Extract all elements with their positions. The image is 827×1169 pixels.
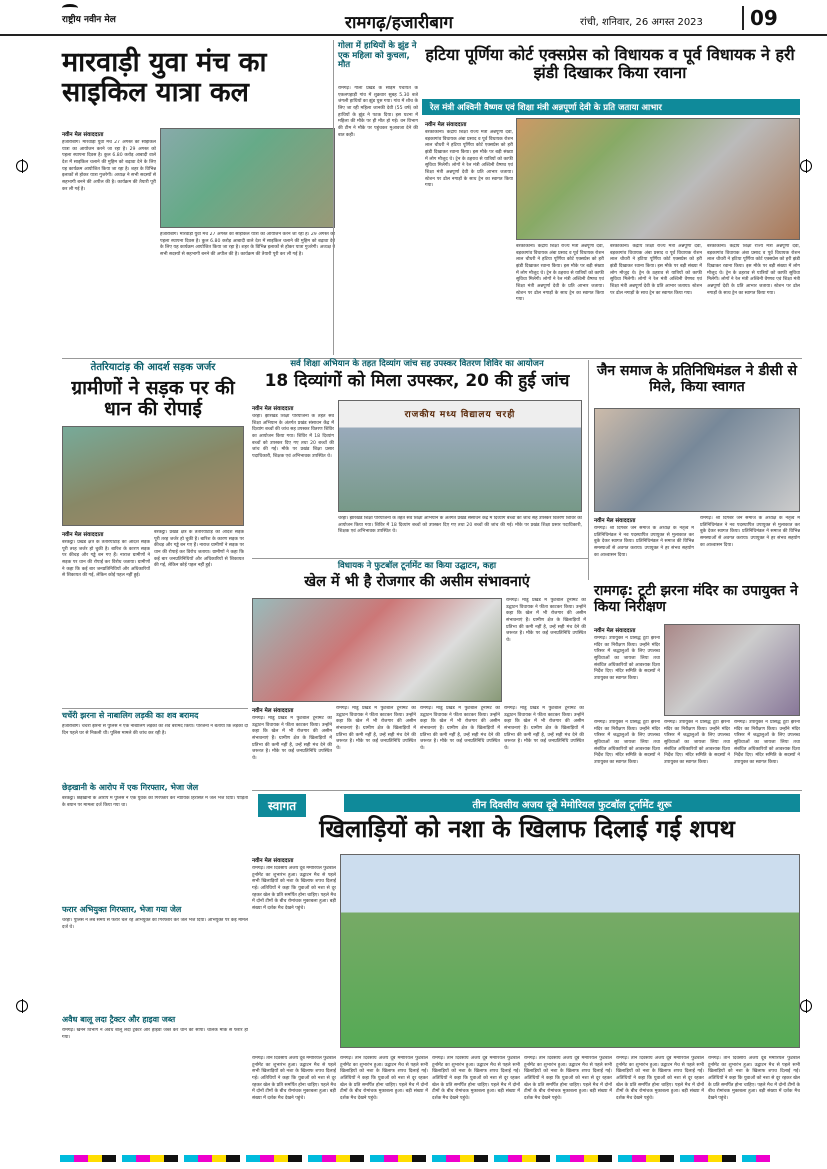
- drugs-body-cont: रामगढ़। तीन दिवसीय अजय दूबे मेमोरियल फुटबॉल टूर्नामेंट का शुभारंभ हुआ। उद्घाटन मैच से पहले सभी खिलाड़ियों को नशा के खिलाफ शपथ दिलाई गई। अतिथियों ने कहा कि युवाओं को नशा से दूर रहकर खेल के प्रति समर्पित होना चाहिए। पहले मैच में दोनों टीमों के बीच रोमांचक मुकाबला हुआ। बड़ी संख्या में दर्शक मैच देखने पहुंचे।: [252, 1056, 336, 1101]
- football-byline: नवीन मेल संवाददाता: [252, 708, 294, 714]
- brief1-body: हजारीबाग। चर्चेरी झरना से पुलिस ने एक नाबालिग लड़की का शव बरामद किया। परिजनों ने बताया कि लड़की दो दिन पहले घर से निकली थी। पुलिस मामले की जांच कर रही है।: [62, 724, 248, 736]
- brief3-headline: फरार अभियुक्त गिरफ्तार, भेजा गया जेल: [62, 905, 182, 914]
- drugs-photo: [340, 854, 800, 1048]
- registration-mark-icon: [800, 160, 812, 172]
- football-body: रामगढ़। मांडू प्रखंड में फुटबॉल टूर्नामेंट का उद्घाटन विधायक ने फीता काटकर किया। उन्होंने कहा कि खेल में भी रोजगार की असीम संभावनाएं हैं। ग्रामीण क्षेत्र के खिलाड़ियों में प्रतिभा की कमी नहीं है, उन्हें सही मंच देने की जरूरत है। मौके पर कई जनप्रतिनिधि उपस्थित थे।: [252, 716, 332, 761]
- brief3-body: चरही। पुलिस ने लंबे समय से फरार चल रहे अभियुक्त को गिरफ्तार कर जेल भेज दिया। अभियुक्त पर कई मामले दर्ज थे।: [62, 918, 248, 930]
- express-body: बरकाकाना। केंद्रीय शिक्षा राज्य मंत्री अन्नपूर्णा देवी, बड़कागांव विधायक अंबा प्रसाद व पूर्व विधायक रोशन लाल चौधरी ने हटिया पूर्णिया कोर्ट एक्सप्रेस को हरी झंडी दिखाकर रवाना किया। इस मौके पर बड़ी संख्या में लोग मौजूद थे। ट्रेन के ठहराव से यात्रियों को काफी सुविधा मिलेगी। लोगों ने रेल मंत्री अश्विनी वैष्णव एवं शिक्षा मंत्री अन्नपूर्णा देवी के प्रति आभार जताया। स्टेशन पर ढोल नगाड़ों के साथ ट्रेन का स्वागत किया गया।: [425, 130, 513, 189]
- registration-mark-icon: [16, 160, 28, 172]
- football-body-cont: रामगढ़। मांडू प्रखंड में फुटबॉल टूर्नामेंट का उद्घाटन विधायक ने फीता काटकर किया। उन्होंने कहा कि खेल में भी रोजगार की असीम संभावनाएं हैं। ग्रामीण क्षेत्र के खिलाड़ियों में प्रतिभा की कमी नहीं है, उन्हें सही मंच देने की जरूरत है। मौके पर कई जनप्रतिनिधि उपस्थित थे।: [336, 706, 416, 751]
- elephant-headline: गोला में हाथियों के झुंड ने एक महिला को कुचला, मौत: [338, 41, 417, 71]
- column-rule: [333, 40, 334, 355]
- football-headline: खेल में भी है रोजगार की असीम संभावनाएं: [304, 574, 530, 590]
- brief4-body: रामगढ़। खनन विभाग ने अवैध बालू लदा ट्रैक्टर और हाइवा जब्त कर थाने को सौंपा। चालक मौके से फरार हो गया।: [62, 1028, 248, 1040]
- express-photo: [516, 118, 800, 240]
- survey-photo-banner: राजकीय मध्य विद्यालय चरही: [404, 410, 516, 420]
- tetariya-headline: ग्रामीणों ने सड़क पर की धान की रोपाई: [71, 377, 235, 421]
- registration-mark-icon: [800, 1000, 812, 1012]
- tuti-body: रामगढ़। उपायुक्त ने प्रसिद्ध टूटी झरना मंदिर का निरीक्षण किया। उन्होंने मंदिर परिसर में श्रद्धालुओं के लिए उपलब्ध सुविधाओं का जायजा लिया तथा संबंधित अधिकारियों को आवश्यक दिशा निर्देश दिए। मंदिर समिति के सदस्यों ने उपायुक्त का स्वागत किया।: [594, 636, 660, 681]
- football-body-side: रामगढ़। मांडू प्रखंड में फुटबॉल टूर्नामेंट का उद्घाटन विधायक ने फीता काटकर किया। उन्होंने कहा कि खेल में भी रोजगार की असीम संभावनाएं हैं। ग्रामीण क्षेत्र के खिलाड़ियों में प्रतिभा की कमी नहीं है, उन्हें सही मंच देने की जरूरत है। मौके पर कई जनप्रतिनिधि उपस्थित थे।: [506, 598, 586, 643]
- drugs-body-cont3: रामगढ़। तीन दिवसीय अजय दूबे मेमोरियल फुटबॉल टूर्नामेंट का शुभारंभ हुआ। उद्घाटन मैच से पहले सभी खिलाड़ियों को नशा के खिलाफ शपथ दिलाई गई। अतिथियों ने कहा कि युवाओं को नशा से दूर रहकर खेल के प्रति समर्पित होना चाहिए। पहले मैच में दोनों टीमों के बीच रोमांचक मुकाबला हुआ। बड़ी संख्या में दर्शक मैच देखने पहुंचे।: [432, 1056, 520, 1101]
- football-photo: [252, 598, 502, 702]
- football-body-cont2: रामगढ़। मांडू प्रखंड में फुटबॉल टूर्नामेंट का उद्घाटन विधायक ने फीता काटकर किया। उन्होंने कहा कि खेल में भी रोजगार की असीम संभावनाएं हैं। ग्रामीण क्षेत्र के खिलाड़ियों में प्रतिभा की कमी नहीं है, उन्हें सही मंच देने की जरूरत है। मौके पर कई जनप्रतिनिधि उपस्थित थे।: [420, 706, 500, 751]
- survey-body: चरही। झारखंड शिक्षा परियोजना के तहत सर्व शिक्षा अभियान के अंतर्गत प्रखंड संसाधन केंद्र में दिव्यांग बच्चों की जांच सह उपस्कर वितरण शिविर का आयोजन किया गया। शिविर में 18 दिव्यांग बच्चों को उपस्कर दिए गए तथा 20 बच्चों की जांच की गई। मौके पर प्रखंड शिक्षा प्रसार पदाधिकारी, शिक्षक एवं अभिभावक उपस्थित थे।: [252, 414, 334, 459]
- survey-kicker: सर्व शिक्षा अभियान के तहत दिव्यांग जांच सह उपस्कर वितरण शिविर का आयोजन: [290, 359, 544, 369]
- column-rule: [588, 360, 589, 580]
- tuti-byline: नवीन मेल संवाददाता: [594, 628, 636, 634]
- tetariya-body: बरकट्ठा। प्रखंड क्षेत्र के तेतरियाटांड़ की आदर्श सड़क पूरी तरह जर्जर हो चुकी है। बारिश के कारण सड़क पर कीचड़ और गड्ढे बन गए हैं। नाराज ग्रामीणों ने सड़क पर धान की रोपाई कर विरोध जताया। ग्रामीणों ने कहा कि कई बार जनप्रतिनिधियों और अधिकारियों से शिकायत की गई, लेकिन कोई पहल नहीं हुई।: [62, 540, 150, 579]
- jain-body: रामगढ़। श्री दिगंबर जैन समाज के अध्यक्ष के नेतृत्व में प्रतिनिधिमंडल ने नव पदस्थापित उपायुक्त से मुलाकात कर बुके देकर स्वागत किया। प्रतिनिधिमंडल ने समाज की विभिन्न समस्याओं से अवगत कराया। उपायुक्त ने हर संभव सहयोग का आश्वासन दिया।: [594, 526, 694, 558]
- marwari-body: हजारीबाग। मारवाड़ी युवा मंच 27 अगस्त को साइकिल यात्रा का आयोजन करने जा रहा है। 29 अगस्त को पहला स्थापना दिवस है। कुल 6.80 करोड़ आबादी वाले देश में साइकिल चलाने की मुहिम को बढ़ावा देने के लिए यह कार्यक्रम आयोजित किया जा रहा है। शहर के विभिन्न इलाकों से होकर यात्रा गुजरेगी। अध्यक्ष ने सभी सदस्यों से सहभागी बनने की अपील की है। कार्यक्रम की तैयारी पूरी कर ली गई है।: [62, 140, 156, 192]
- tetariya-photo: [62, 426, 244, 526]
- football-kicker: विधायक ने फुटबॉल टूर्नामेंट का किया उद्घाटन, कहा: [337, 561, 497, 571]
- drugs-kicker-bar: तीन दिवसीय अजय दूबे मेमोरियल फुटबॉल टूर्नामेंट शुरू: [344, 794, 800, 812]
- issue-date: रांची, शनिवार, 26 अगस्त 2023: [580, 17, 703, 28]
- color-bar: [60, 1155, 770, 1162]
- survey-body-cont: चरही। झारखंड शिक्षा परियोजना के तहत सर्व शिक्षा अभियान के अंतर्गत प्रखंड संसाधन केंद्र में दिव्यांग बच्चों की जांच सह उपस्कर वितरण शिविर का आयोजन किया गया। शिविर में 18 दिव्यांग बच्चों को उपस्कर दिए गए तथा 20 बच्चों की जांच की गई। मौके पर प्रखंड शिक्षा प्रसार पदाधिकारी, शिक्षक एवं अभिभावक उपस्थित थे।: [338, 516, 582, 535]
- drugs-body-cont2: रामगढ़। तीन दिवसीय अजय दूबे मेमोरियल फुटबॉल टूर्नामेंट का शुभारंभ हुआ। उद्घाटन मैच से पहले सभी खिलाड़ियों को नशा के खिलाफ शपथ दिलाई गई। अतिथियों ने कहा कि युवाओं को नशा से दूर रहकर खेल के प्रति समर्पित होना चाहिए। पहले मैच में दोनों टीमों के बीच रोमांचक मुकाबला हुआ। बड़ी संख्या में दर्शक मैच देखने पहुंचे।: [340, 1056, 428, 1101]
- welcome-tag: स्वागत: [258, 794, 306, 817]
- brief1-headline: चर्चेरी झरना से नाबालिग लड़की का शव बरामद: [62, 711, 199, 720]
- tuti-body-cont2: रामगढ़। उपायुक्त ने प्रसिद्ध टूटी झरना मंदिर का निरीक्षण किया। उन्होंने मंदिर परिसर में श्रद्धालुओं के लिए उपलब्ध सुविधाओं का जायजा लिया तथा संबंधित अधिकारियों को आवश्यक दिशा निर्देश दिए। मंदिर समिति के सदस्यों ने उपायुक्त का स्वागत किया।: [664, 720, 730, 765]
- express-headline: हटिया पूर्णिया कोर्ट एक्सप्रेस को विधायक व पूर्व विधायक ने हरी झंडी दिखाकर किया रवाना: [425, 45, 795, 82]
- row-rule: [252, 790, 802, 791]
- registration-mark-icon: [16, 1000, 28, 1012]
- tuti-body-cont: रामगढ़। उपायुक्त ने प्रसिद्ध टूटी झरना मंदिर का निरीक्षण किया। उन्होंने मंदिर परिसर में श्रद्धालुओं के लिए उपलब्ध सुविधाओं का जायजा लिया तथा संबंधित अधिकारियों को आवश्यक दिशा निर्देश दिए। मंदिर समिति के सदस्यों ने उपायुक्त का स्वागत किया।: [594, 720, 660, 765]
- marwari-photo: [160, 128, 335, 228]
- express-body-cont: बरकाकाना। केंद्रीय शिक्षा राज्य मंत्री अन्नपूर्णा देवी, बड़कागांव विधायक अंबा प्रसाद व पूर्व विधायक रोशन लाल चौधरी ने हटिया पूर्णिया कोर्ट एक्सप्रेस को हरी झंडी दिखाकर रवाना किया। इस मौके पर बड़ी संख्या में लोग मौजूद थे। ट्रेन के ठहराव से यात्रियों को काफी सुविधा मिलेगी। लोगों ने रेल मंत्री अश्विनी वैष्णव एवं शिक्षा मंत्री अन्नपूर्णा देवी के प्रति आभार जताया। स्टेशन पर ढोल नगाड़ों के साथ ट्रेन का स्वागत किया गया।: [516, 244, 604, 303]
- drugs-body-cont6: रामगढ़। तीन दिवसीय अजय दूबे मेमोरियल फुटबॉल टूर्नामेंट का शुभारंभ हुआ। उद्घाटन मैच से पहले सभी खिलाड़ियों को नशा के खिलाफ शपथ दिलाई गई। अतिथियों ने कहा कि युवाओं को नशा से दूर रहकर खेल के प्रति समर्पित होना चाहिए। पहले मैच में दोनों टीमों के बीच रोमांचक मुकाबला हुआ। बड़ी संख्या में दर्शक मैच देखने पहुंचे।: [708, 1056, 800, 1101]
- drugs-body-cont5: रामगढ़। तीन दिवसीय अजय दूबे मेमोरियल फुटबॉल टूर्नामेंट का शुभारंभ हुआ। उद्घाटन मैच से पहले सभी खिलाड़ियों को नशा के खिलाफ शपथ दिलाई गई। अतिथियों ने कहा कि युवाओं को नशा से दूर रहकर खेल के प्रति समर्पित होना चाहिए। पहले मैच में दोनों टीमों के बीच रोमांचक मुकाबला हुआ। बड़ी संख्या में दर्शक मैच देखने पहुंचे।: [616, 1056, 704, 1101]
- drugs-body-cont4: रामगढ़। तीन दिवसीय अजय दूबे मेमोरियल फुटबॉल टूर्नामेंट का शुभारंभ हुआ। उद्घाटन मैच से पहले सभी खिलाड़ियों को नशा के खिलाफ शपथ दिलाई गई। अतिथियों ने कहा कि युवाओं को नशा से दूर रहकर खेल के प्रति समर्पित होना चाहिए। पहले मैच में दोनों टीमों के बीच रोमांचक मुकाबला हुआ। बड़ी संख्या में दर्शक मैच देखने पहुंचे।: [524, 1056, 612, 1101]
- express-body-cont3: बरकाकाना। केंद्रीय शिक्षा राज्य मंत्री अन्नपूर्णा देवी, बड़कागांव विधायक अंबा प्रसाद व पूर्व विधायक रोशन लाल चौधरी ने हटिया पूर्णिया कोर्ट एक्सप्रेस को हरी झंडी दिखाकर रवाना किया। इस मौके पर बड़ी संख्या में लोग मौजूद थे। ट्रेन के ठहराव से यात्रियों को काफी सुविधा मिलेगी। लोगों ने रेल मंत्री अश्विनी वैष्णव एवं शिक्षा मंत्री अन्नपूर्णा देवी के प्रति आभार जताया। स्टेशन पर ढोल नगाड़ों के साथ ट्रेन का स्वागत किया गया।: [707, 244, 800, 296]
- tuti-headline: रामगढ़: टूटी झरना मंदिर का उपायुक्त ने किया निरीक्षण: [594, 583, 798, 615]
- drugs-body: रामगढ़। तीन दिवसीय अजय दूबे मेमोरियल फुटबॉल टूर्नामेंट का शुभारंभ हुआ। उद्घाटन मैच से पहले सभी खिलाड़ियों को नशा के खिलाफ शपथ दिलाई गई। अतिथियों ने कहा कि युवाओं को नशा से दूर रहकर खेल के प्रति समर्पित होना चाहिए। पहले मैच में दोनों टीमों के बीच रोमांचक मुकाबला हुआ। बड़ी संख्या में दर्शक मैच देखने पहुंचे।: [252, 866, 336, 911]
- elephant-body: रामगढ़। गोला प्रखंड के साड़म पंचायत के एकलपहाड़ी गांव में शुक्रवार सुबह 5.30 बजे जंगली हाथियों का झुंड घुस गया। गांव में शौच के लिए जा रही महिला जानकी देवी (55 वर्ष) को हाथियों के झुंड ने पटक दिया। इस घटना में महिला की मौके पर ही मौत हो गई। वन विभाग की टीम ने मौके पर पहुंचकर मुआवजा देने की बात कही।: [338, 86, 418, 138]
- tuti-photo: [664, 624, 800, 716]
- row-rule: [252, 558, 588, 559]
- marwari-headline: मारवाड़ी युवा मंच का साइकिल यात्रा कल: [62, 47, 267, 109]
- section-title: रामगढ़/हजारीबाग: [345, 13, 453, 33]
- marwari-byline: नवीन मेल संवाददाता: [62, 132, 104, 138]
- survey-byline: नवीन मेल संवाददाता: [252, 406, 294, 412]
- masthead-logo: राष्ट्रीय नवीन मेल: [62, 15, 116, 25]
- row-rule: [62, 708, 248, 709]
- tetariya-kicker: तेतरियाटांड़ की आदर्श सड़क जर्जर: [90, 362, 216, 373]
- brief2-body: बरकट्ठा। छेड़खानी के आरोप में पुलिस ने एक युवक को गिरफ्तार कर न्यायिक हिरासत में जेल भेज दिया। पीड़िता के बयान पर मामला दर्ज किया गया था।: [62, 796, 248, 808]
- bird-logo-icon: [62, 4, 78, 12]
- jain-byline: नवीन मेल संवाददाता: [594, 518, 636, 524]
- tetariya-byline: नवीन मेल संवाददाता: [62, 532, 104, 538]
- brief4-headline: अवैध बालू लदा ट्रैक्टर और हाइवा जब्त: [62, 1015, 176, 1024]
- brief2-headline: छेड़खानी के आरोप में एक गिरफ्तार, भेजा जेल: [62, 783, 199, 792]
- express-byline: नवीन मेल संवाददाता: [425, 122, 467, 128]
- drugs-byline: नवीन मेल संवाददाता: [252, 858, 294, 864]
- drugs-headline: खिलाड़ियों को नशा के खिलाफ दिलाई गई शपथ: [319, 815, 735, 843]
- jain-headline: जैन समाज के प्रतिनिधिमंडल ने डीसी से मिले, किया स्वागत: [596, 363, 797, 395]
- express-body-cont2: बरकाकाना। केंद्रीय शिक्षा राज्य मंत्री अन्नपूर्णा देवी, बड़कागांव विधायक अंबा प्रसाद व पूर्व विधायक रोशन लाल चौधरी ने हटिया पूर्णिया कोर्ट एक्सप्रेस को हरी झंडी दिखाकर रवाना किया। इस मौके पर बड़ी संख्या में लोग मौजूद थे। ट्रेन के ठहराव से यात्रियों को काफी सुविधा मिलेगी। लोगों ने रेल मंत्री अश्विनी वैष्णव एवं शिक्षा मंत्री अन्नपूर्णा देवी के प्रति आभार जताया। स्टेशन पर ढोल नगाड़ों के साथ ट्रेन का स्वागत किया गया।: [610, 244, 702, 296]
- express-subhead-bar: रेल मंत्री अश्विनी वैष्णव एवं शिक्षा मंत्री अन्नपूर्णा देवी के प्रति जताया आभार: [422, 99, 800, 115]
- tetariya-body-cont: बरकट्ठा। प्रखंड क्षेत्र के तेतरियाटांड़ की आदर्श सड़क पूरी तरह जर्जर हो चुकी है। बारिश के कारण सड़क पर कीचड़ और गड्ढे बन गए हैं। नाराज ग्रामीणों ने सड़क पर धान की रोपाई कर विरोध जताया। ग्रामीणों ने कहा कि कई बार जनप्रतिनिधियों और अधिकारियों से शिकायत की गई, लेकिन कोई पहल नहीं हुई।: [154, 530, 244, 569]
- tuti-body-cont3: रामगढ़। उपायुक्त ने प्रसिद्ध टूटी झरना मंदिर का निरीक्षण किया। उन्होंने मंदिर परिसर में श्रद्धालुओं के लिए उपलब्ध सुविधाओं का जायजा लिया तथा संबंधित अधिकारियों को आवश्यक दिशा निर्देश दिए। मंदिर समिति के सदस्यों ने उपायुक्त का स्वागत किया।: [734, 720, 800, 765]
- page-number: 09: [742, 6, 778, 30]
- marwari-body-cont: हजारीबाग। मारवाड़ी युवा मंच 27 अगस्त को साइकिल यात्रा का आयोजन करने जा रहा है। 29 अगस्त को पहला स्थापना दिवस है। कुल 6.80 करोड़ आबादी वाले देश में साइकिल चलाने की मुहिम को बढ़ावा देने के लिए यह कार्यक्रम आयोजित किया जा रहा है। शहर के विभिन्न इलाकों से होकर यात्रा गुजरेगी। अध्यक्ष ने सभी सदस्यों से सहभागी बनने की अपील की है। कार्यक्रम की तैयारी पूरी कर ली गई है।: [160, 232, 335, 257]
- football-body-cont3: रामगढ़। मांडू प्रखंड में फुटबॉल टूर्नामेंट का उद्घाटन विधायक ने फीता काटकर किया। उन्होंने कहा कि खेल में भी रोजगार की असीम संभावनाएं हैं। ग्रामीण क्षेत्र के खिलाड़ियों में प्रतिभा की कमी नहीं है, उन्हें सही मंच देने की जरूरत है। मौके पर कई जनप्रतिनिधि उपस्थित थे।: [504, 706, 584, 751]
- jain-body-cont: रामगढ़। श्री दिगंबर जैन समाज के अध्यक्ष के नेतृत्व में प्रतिनिधिमंडल ने नव पदस्थापित उपायुक्त से मुलाकात कर बुके देकर स्वागत किया। प्रतिनिधिमंडल ने समाज की विभिन्न समस्याओं से अवगत कराया। उपायुक्त ने हर संभव सहयोग का आश्वासन दिया।: [700, 516, 800, 548]
- jain-photo: [594, 408, 800, 512]
- survey-headline: 18 दिव्यांगों को मिला उपस्कर, 20 की हुई जांच: [264, 371, 570, 391]
